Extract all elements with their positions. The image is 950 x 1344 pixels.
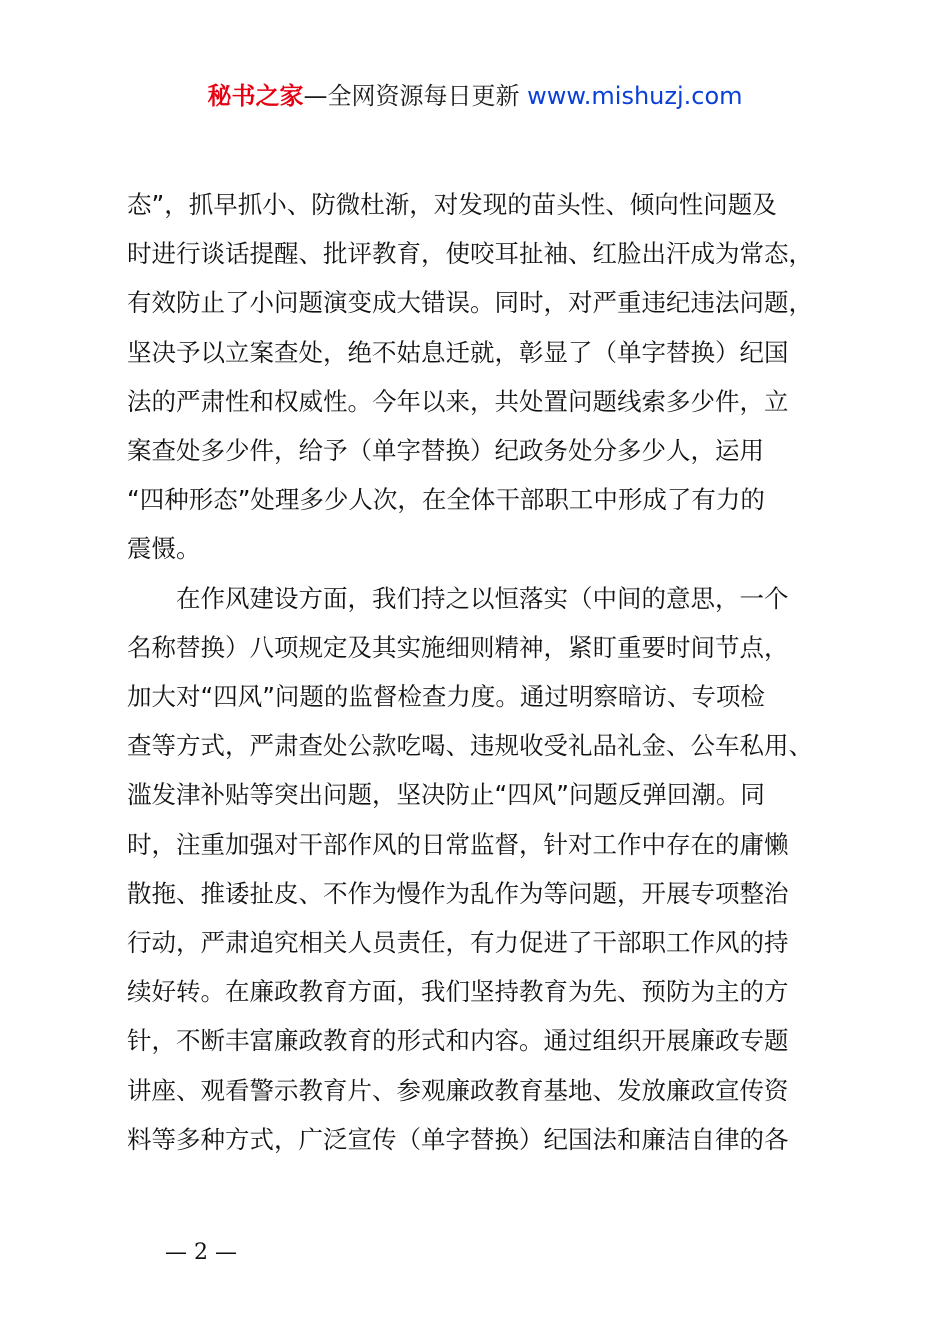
text-line: 加大对“四风”问题的监督检查力度。通过明察暗访、专项检: [127, 682, 765, 711]
text-line: 行动，严肃追究相关人员责任，有力促进了干部职工作风的持: [127, 928, 789, 957]
text-line: 案查处多少件，给予（单字替换）纪政务处分多少人，运用: [127, 436, 764, 465]
text-line: 震慑。: [127, 534, 201, 563]
text-line: 讲座、观看警示教育片、参观廉政教育基地、发放廉政宣传资: [127, 1076, 789, 1105]
text-line: 名称替换）八项规定及其实施细则精神，紧盯重要时间节点，: [127, 633, 789, 662]
header-tagline: —全网资源每日更新: [303, 82, 520, 110]
text-line: 时进行谈话提醒、批评教育，使咬耳扯袖、红脸出汗成为常态，: [127, 239, 813, 268]
text-line: 有效防止了小问题演变成大错误。同时，对严重违纪违法问题，: [127, 288, 813, 317]
text-line: 滥发津补贴等突出问题，坚决防止“四风”问题反弹回潮。同: [127, 780, 765, 809]
text-line: 散拖、推诿扯皮、不作为慢作为乱作为等问题，开展专项整治: [127, 879, 789, 908]
text-line: 在作风建设方面，我们持之以恒落实（中间的意思，一个: [176, 584, 789, 613]
text-line: 续好转。在廉政教育方面，我们坚持教育为先、预防为主的方: [127, 977, 789, 1006]
text-line: 态”，抓早抓小、防微杜渐，对发现的苗头性、倾向性问题及: [127, 190, 777, 219]
text-line: “四种形态”处理多少人次，在全体干部职工中形成了有力的: [127, 485, 765, 514]
text-line: 查等方式，严肃查处公款吃喝、违规收受礼品礼金、公车私用、: [127, 731, 813, 760]
brand-name: 秘书之家: [207, 82, 304, 110]
text-line: 料等多种方式，广泛宣传（单字替换）纪国法和廉洁自律的各: [127, 1125, 789, 1154]
site-header: [0, 80, 950, 112]
text-line: 法的严肃性和权威性。今年以来，共处置问题线索多少件，立: [127, 387, 789, 416]
site-url: www.mishuzj.com: [527, 82, 743, 110]
text-line: 坚决予以立案查处，绝不姑息迁就，彰显了（单字替换）纪国: [127, 338, 789, 367]
text-line: 时，注重加强对干部作风的日常监督，针对工作中存在的庸懒: [127, 830, 789, 859]
page-number: — 2 —: [165, 1240, 237, 1265]
text-line: 针，不断丰富廉政教育的形式和内容。通过组织开展廉政专题: [127, 1026, 789, 1055]
